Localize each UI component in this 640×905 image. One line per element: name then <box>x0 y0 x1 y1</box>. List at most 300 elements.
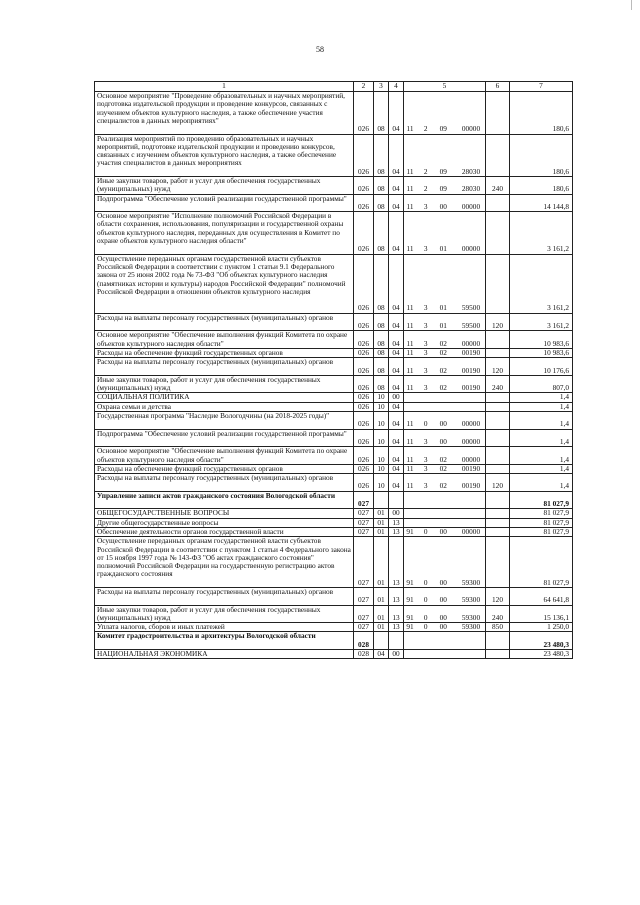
row-subsection-cell: 04 <box>389 358 404 376</box>
target-article-part: 02 <box>439 365 447 375</box>
row-expense-type-cell <box>486 212 510 255</box>
target-article-part: 11 <box>406 464 414 473</box>
target-article-part: 0 <box>423 419 428 429</box>
row-subsection-cell: 00 <box>389 509 404 518</box>
row-expense-type-cell <box>486 331 510 349</box>
target-article-part: 2 <box>423 124 428 134</box>
budget-table <box>94 81 573 659</box>
row-expense-type-cell <box>486 491 510 509</box>
row-section-cell: 08 <box>374 92 389 135</box>
target-article-part: 00190 <box>461 464 481 473</box>
row-expense-type-cell <box>486 134 510 177</box>
row-subsection-cell: 13 <box>389 623 404 632</box>
target-article-part: 3 <box>423 321 428 331</box>
row-subsection-cell: 04 <box>389 212 404 255</box>
row-expense-type-cell: 120 <box>486 474 510 492</box>
row-name-cell <box>95 331 354 349</box>
table-row <box>95 464 573 473</box>
row-name-cell <box>95 177 354 195</box>
target-article-part: 3 <box>423 244 428 254</box>
target-article-part: 91 <box>406 527 414 536</box>
row-amount-cell: 64 641,8 <box>510 588 573 606</box>
row-target-article-cell <box>404 491 486 509</box>
row-expense-type-cell <box>486 650 510 659</box>
row-name-text: Комитет градостроительства и архитектуры Вологодской области <box>97 631 316 641</box>
table-row <box>95 254 573 313</box>
row-amount-cell: 81 027,9 <box>510 527 573 536</box>
row-name-text: НАЦИОНАЛЬНАЯ ЭКОНОМИКА <box>97 649 208 659</box>
row-name-text: Уплата налогов, сборов и иных платежей <box>97 622 225 632</box>
row-expense-type-cell: 240 <box>486 375 510 393</box>
target-article-part: 11 <box>406 348 414 357</box>
target-article-part: 01 <box>439 303 447 313</box>
row-admin-code-cell: 026 <box>354 474 374 492</box>
row-name-cell <box>95 623 354 632</box>
row-section-cell: 04 <box>374 650 389 659</box>
row-amount-cell: 10 176,6 <box>510 358 573 376</box>
target-article-part: 00000 <box>461 124 481 134</box>
target-article-part: 00 <box>439 595 447 605</box>
row-expense-type-cell <box>486 464 510 473</box>
row-amount-cell: 81 027,9 <box>510 491 573 509</box>
row-admin-code-cell: 026 <box>354 313 374 331</box>
row-admin-code-cell: 026 <box>354 134 374 177</box>
row-target-article-cell <box>404 412 486 430</box>
row-subsection-cell: 04 <box>389 254 404 313</box>
row-expense-type-cell <box>486 527 510 536</box>
row-name-text: Иные закупки товаров, работ и услуг для обеспечения государственных (муниципальных) нужд <box>97 176 321 194</box>
target-article-part: 00 <box>439 622 447 632</box>
row-name-text: Расходы на выплаты персоналу государственных (муниципальных) органов <box>97 587 334 596</box>
row-subsection-cell: 04 <box>389 194 404 212</box>
row-admin-code-cell: 026 <box>354 212 374 255</box>
row-section-cell: 10 <box>374 447 389 465</box>
table-row <box>95 412 573 430</box>
target-article-part: 00 <box>439 612 447 622</box>
row-admin-code-cell: 026 <box>354 412 374 430</box>
table-row <box>95 393 573 402</box>
row-name-cell <box>95 474 354 492</box>
row-name-text: СОЦИАЛЬНАЯ ПОЛИТИКА <box>97 392 190 402</box>
header-cell: 1 <box>95 82 354 92</box>
table-row <box>95 402 573 411</box>
row-admin-code-cell: 026 <box>354 177 374 195</box>
row-subsection-cell: 04 <box>389 464 404 473</box>
row-subsection-cell: 13 <box>389 537 404 588</box>
row-admin-code-cell: 026 <box>354 375 374 393</box>
target-article-part: 00000 <box>461 201 481 211</box>
row-expense-type-cell <box>486 447 510 465</box>
target-article-part: 00000 <box>461 244 481 254</box>
row-section-cell: 08 <box>374 194 389 212</box>
row-name-text: Другие общегосударственные вопросы <box>97 518 219 527</box>
row-name-text: Иные закупки товаров, работ и услуг для обеспечения государственных (муниципальных) нужд <box>97 605 321 622</box>
table-row <box>95 537 573 588</box>
page-number: 58 <box>316 45 324 54</box>
target-article-part: 02 <box>439 348 447 357</box>
row-admin-code-cell: 027 <box>354 509 374 518</box>
row-subsection-cell: 04 <box>389 92 404 135</box>
row-admin-code-cell: 026 <box>354 194 374 212</box>
row-name-cell <box>95 92 354 135</box>
row-amount-cell: 3 161,2 <box>510 313 573 331</box>
row-amount-cell: 81 027,9 <box>510 509 573 518</box>
row-expense-type-cell: 120 <box>486 588 510 606</box>
target-article-part: 28030 <box>461 184 481 194</box>
row-name-cell <box>95 358 354 376</box>
row-amount-cell: 180,6 <box>510 134 573 177</box>
row-name-text: Охрана семьи и детства <box>97 402 171 411</box>
target-article-part: 11 <box>406 201 414 211</box>
row-subsection-cell: 04 <box>389 313 404 331</box>
table-row <box>95 92 573 135</box>
row-name-text: Расходы на обеспечение функций государственных органов <box>97 464 283 473</box>
header-cell: 2 <box>354 82 374 92</box>
row-target-article-cell <box>404 588 486 606</box>
row-subsection-cell: 00 <box>389 393 404 402</box>
target-article-part: 2 <box>423 184 428 194</box>
row-name-cell <box>95 313 354 331</box>
row-subsection-cell: 04 <box>389 412 404 430</box>
row-expense-type-cell <box>486 518 510 527</box>
target-article-part: 0 <box>423 612 428 622</box>
row-name-text: ОБЩЕГОСУДАРСТВЕННЫЕ ВОПРОСЫ <box>97 508 230 518</box>
target-article-part: 11 <box>406 436 414 446</box>
target-article-part: 00 <box>439 201 447 211</box>
row-amount-cell: 180,6 <box>510 177 573 195</box>
header-cell: 4 <box>389 82 404 92</box>
target-article-part: 02 <box>439 464 447 473</box>
row-name-cell <box>95 402 354 411</box>
row-target-article-cell <box>404 447 486 465</box>
target-article-part: 11 <box>406 338 414 348</box>
row-amount-cell: 1,4 <box>510 402 573 411</box>
row-target-article-cell <box>404 474 486 492</box>
target-article-part: 59300 <box>461 577 481 587</box>
row-section-cell: 08 <box>374 358 389 376</box>
row-name-cell <box>95 527 354 536</box>
row-subsection-cell: 04 <box>389 375 404 393</box>
table-row <box>95 588 573 606</box>
row-subsection-cell: 04 <box>389 331 404 349</box>
row-section-cell: 08 <box>374 134 389 177</box>
target-article-part: 3 <box>423 365 428 375</box>
table-row <box>95 134 573 177</box>
target-article-part: 3 <box>423 338 428 348</box>
row-amount-cell: 180,6 <box>510 92 573 135</box>
table-row <box>95 491 573 509</box>
row-expense-type-cell <box>486 509 510 518</box>
row-name-text: Основное мероприятие "Обеспечение выполнения функций Комитета по охране объектов культурного наследия области" <box>97 330 348 348</box>
row-section-cell: 10 <box>374 393 389 402</box>
row-admin-code-cell: 026 <box>354 348 374 357</box>
row-section-cell <box>374 632 389 650</box>
row-target-article-cell <box>404 623 486 632</box>
row-name-cell <box>95 491 354 509</box>
row-name-text: Основное мероприятие "Исполнение полномочий Российской Федерации в области сохранения, использования, популяризации и государственной охраны объектов культурного наследия, переданных для осуществления в Комитет по охране объектов культурного наследия области" <box>97 211 344 246</box>
row-expense-type-cell: 120 <box>486 313 510 331</box>
table-row <box>95 331 573 349</box>
row-amount-cell: 1,4 <box>510 447 573 465</box>
row-amount-cell: 14 144,8 <box>510 194 573 212</box>
row-target-article-cell <box>404 518 486 527</box>
target-article-part: 3 <box>423 481 428 491</box>
row-name-cell <box>95 348 354 357</box>
row-amount-cell: 10 983,6 <box>510 348 573 357</box>
target-article-part: 00000 <box>461 436 481 446</box>
row-expense-type-cell <box>486 412 510 430</box>
target-article-part: 59300 <box>461 595 481 605</box>
row-admin-code-cell: 027 <box>354 588 374 606</box>
row-subsection-cell: 04 <box>389 402 404 411</box>
row-name-text: Обеспечение деятельности органов государственной власти <box>97 527 284 536</box>
row-target-article-cell <box>404 348 486 357</box>
table-row <box>95 527 573 536</box>
target-article-part: 59500 <box>461 303 481 313</box>
target-article-part: 0 <box>423 577 428 587</box>
target-article-part: 00000 <box>461 419 481 429</box>
target-article-part: 3 <box>423 201 428 211</box>
row-target-article-cell <box>404 92 486 135</box>
target-article-part: 91 <box>406 612 414 622</box>
row-expense-type-cell <box>486 194 510 212</box>
row-target-article-cell <box>404 650 486 659</box>
header-cell: 6 <box>486 82 510 92</box>
target-article-part: 01 <box>439 244 447 254</box>
row-section-cell: 10 <box>374 412 389 430</box>
row-amount-cell: 15 136,1 <box>510 605 573 623</box>
row-name-cell <box>95 429 354 447</box>
row-name-text: Осуществление переданных органам государственной власти субъектов Российской Федерации в соответствии с пунктом 1 статьи 4 Федерального закона от 15 ноября 1997 года № 143-ФЗ "Об актах гражданского состояния" полномочий Российской Федерации на государственную регистрацию актов гражданского состояния <box>97 536 351 579</box>
target-article-part: 00 <box>439 527 447 536</box>
target-article-part: 3 <box>423 436 428 446</box>
row-subsection-cell: 04 <box>389 447 404 465</box>
target-article-part: 3 <box>423 383 428 393</box>
target-article-part: 11 <box>406 365 414 375</box>
target-article-part: 00000 <box>461 527 481 536</box>
table-row <box>95 429 573 447</box>
row-target-article-cell <box>404 429 486 447</box>
target-article-part: 00190 <box>461 348 481 357</box>
target-article-part: 3 <box>423 348 428 357</box>
row-amount-cell: 81 027,9 <box>510 518 573 527</box>
row-section-cell: 08 <box>374 331 389 349</box>
table-row <box>95 313 573 331</box>
row-target-article-cell <box>404 632 486 650</box>
table-row <box>95 509 573 518</box>
row-amount-cell: 807,0 <box>510 375 573 393</box>
row-expense-type-cell <box>486 254 510 313</box>
row-subsection-cell <box>389 491 404 509</box>
target-article-part: 59500 <box>461 321 481 331</box>
row-name-cell <box>95 375 354 393</box>
row-amount-cell: 3 161,2 <box>510 254 573 313</box>
row-name-cell <box>95 134 354 177</box>
row-section-cell: 08 <box>374 348 389 357</box>
row-admin-code-cell: 027 <box>354 623 374 632</box>
row-target-article-cell <box>404 605 486 623</box>
row-target-article-cell <box>404 375 486 393</box>
row-subsection-cell: 13 <box>389 527 404 536</box>
row-subsection-cell: 13 <box>389 588 404 606</box>
row-subsection-cell <box>389 632 404 650</box>
row-admin-code-cell: 026 <box>354 447 374 465</box>
row-name-cell <box>95 412 354 430</box>
row-name-text: Подпрограмма "Обеспечение условий реализации государственной программы" <box>97 194 347 203</box>
row-target-article-cell <box>404 527 486 536</box>
row-name-text: Государственная программа "Наследие Вологодчины (на 2018-2025 годы)" <box>97 411 330 421</box>
row-section-cell: 10 <box>374 474 389 492</box>
row-admin-code-cell: 027 <box>354 527 374 536</box>
table-row <box>95 212 573 255</box>
target-article-part: 91 <box>406 595 414 605</box>
target-article-part: 00000 <box>461 338 481 348</box>
target-article-part: 11 <box>406 481 414 491</box>
row-section-cell: 08 <box>374 254 389 313</box>
row-target-article-cell <box>404 358 486 376</box>
target-article-part: 2 <box>423 166 428 176</box>
row-amount-cell: 1,4 <box>510 429 573 447</box>
row-amount-cell: 1 250,0 <box>510 623 573 632</box>
target-article-part: 00 <box>439 577 447 587</box>
target-article-part: 00190 <box>461 481 481 491</box>
row-target-article-cell <box>404 177 486 195</box>
row-name-cell <box>95 588 354 606</box>
row-expense-type-cell <box>486 632 510 650</box>
row-section-cell: 08 <box>374 212 389 255</box>
row-admin-code-cell: 027 <box>354 491 374 509</box>
table-row <box>95 650 573 659</box>
row-section-cell: 01 <box>374 527 389 536</box>
row-subsection-cell: 04 <box>389 474 404 492</box>
table-row <box>95 358 573 376</box>
row-amount-cell: 81 027,9 <box>510 537 573 588</box>
target-article-part: 91 <box>406 622 414 632</box>
header-cell: 5 <box>404 82 486 92</box>
row-expense-type-cell <box>486 537 510 588</box>
table-row <box>95 348 573 357</box>
scan-edge-mark <box>631 0 632 10</box>
table-row <box>95 474 573 492</box>
row-name-text: Основное мероприятие "Обеспечение выполнения функций Комитета по охране объектов культурного наследия области" <box>97 446 348 464</box>
row-amount-cell: 1,4 <box>510 474 573 492</box>
row-section-cell: 01 <box>374 518 389 527</box>
row-name-text: Подпрограмма "Обеспечение условий реализации государственной программы" <box>97 429 347 438</box>
row-section-cell: 08 <box>374 313 389 331</box>
table-row <box>95 632 573 650</box>
row-amount-cell: 10 983,6 <box>510 331 573 349</box>
row-target-article-cell <box>404 313 486 331</box>
target-article-part: 11 <box>406 244 414 254</box>
row-amount-cell: 23 480,3 <box>510 650 573 659</box>
row-admin-code-cell: 027 <box>354 537 374 588</box>
row-name-text: Расходы на выплаты персоналу государственных (муниципальных) органов <box>97 473 334 483</box>
row-name-cell <box>95 509 354 518</box>
row-section-cell: 01 <box>374 537 389 588</box>
row-name-text: Управление записи актов гражданского состояния Вологодской области <box>97 491 336 500</box>
row-name-cell <box>95 632 354 650</box>
target-article-part: 59300 <box>461 622 481 632</box>
header-cell: 3 <box>374 82 389 92</box>
row-expense-type-cell: 240 <box>486 605 510 623</box>
row-admin-code-cell: 027 <box>354 605 374 623</box>
target-article-part: 59300 <box>461 612 481 622</box>
row-expense-type-cell: 240 <box>486 177 510 195</box>
target-article-part: 09 <box>439 184 447 194</box>
table-row <box>95 605 573 623</box>
target-article-part: 11 <box>406 303 414 313</box>
row-subsection-cell: 00 <box>389 650 404 659</box>
row-name-text: Основное мероприятие "Проведение образовательных и научных мероприятий, подготовка издательской продукции и проведение конкурсов, связанных с изучением объектов культурного наследия, а также обеспечение участия специалистов в данных мероприятиях" <box>97 91 345 125</box>
row-subsection-cell: 04 <box>389 348 404 357</box>
table-row <box>95 518 573 527</box>
row-expense-type-cell <box>486 92 510 135</box>
row-subsection-cell: 13 <box>389 518 404 527</box>
row-name-cell <box>95 537 354 588</box>
target-article-part: 0 <box>423 622 428 632</box>
row-section-cell: 08 <box>374 375 389 393</box>
target-article-part: 0 <box>423 527 428 536</box>
target-article-part: 02 <box>439 383 447 393</box>
row-target-article-cell <box>404 464 486 473</box>
row-name-cell <box>95 447 354 465</box>
row-name-cell <box>95 393 354 402</box>
target-article-part: 0 <box>423 595 428 605</box>
table-row <box>95 177 573 195</box>
row-target-article-cell <box>404 134 486 177</box>
row-section-cell: 10 <box>374 429 389 447</box>
row-section-cell: 01 <box>374 588 389 606</box>
row-admin-code-cell: 026 <box>354 402 374 411</box>
table-row <box>95 623 573 632</box>
row-amount-cell: 1,4 <box>510 464 573 473</box>
row-admin-code-cell: 027 <box>354 518 374 527</box>
target-article-part: 00 <box>439 419 447 429</box>
row-target-article-cell <box>404 254 486 313</box>
row-section-cell <box>374 491 389 509</box>
row-name-cell <box>95 254 354 313</box>
target-article-part: 00000 <box>461 454 481 464</box>
row-name-cell <box>95 605 354 623</box>
row-target-article-cell <box>404 331 486 349</box>
target-article-part: 91 <box>406 577 414 587</box>
row-name-cell <box>95 518 354 527</box>
row-target-article-cell <box>404 194 486 212</box>
row-amount-cell: 1,4 <box>510 393 573 402</box>
target-article-part: 02 <box>439 481 447 491</box>
target-article-part: 02 <box>439 454 447 464</box>
row-admin-code-cell: 026 <box>354 393 374 402</box>
target-article-part: 11 <box>406 124 414 134</box>
row-target-article-cell <box>404 393 486 402</box>
row-name-cell <box>95 212 354 255</box>
row-section-cell: 10 <box>374 464 389 473</box>
row-name-text: Иные закупки товаров, работ и услуг для обеспечения государственных (муниципальных) нужд <box>97 375 321 393</box>
row-admin-code-cell: 026 <box>354 331 374 349</box>
row-subsection-cell: 04 <box>389 177 404 195</box>
row-expense-type-cell <box>486 393 510 402</box>
target-article-part: 11 <box>406 419 414 429</box>
target-article-part: 11 <box>406 321 414 331</box>
row-admin-code-cell: 028 <box>354 632 374 650</box>
target-article-part: 01 <box>439 321 447 331</box>
row-section-cell: 01 <box>374 509 389 518</box>
row-admin-code-cell: 026 <box>354 254 374 313</box>
row-name-cell <box>95 194 354 212</box>
target-article-part: 00190 <box>461 383 481 393</box>
row-expense-type-cell: 850 <box>486 623 510 632</box>
row-admin-code-cell: 026 <box>354 358 374 376</box>
